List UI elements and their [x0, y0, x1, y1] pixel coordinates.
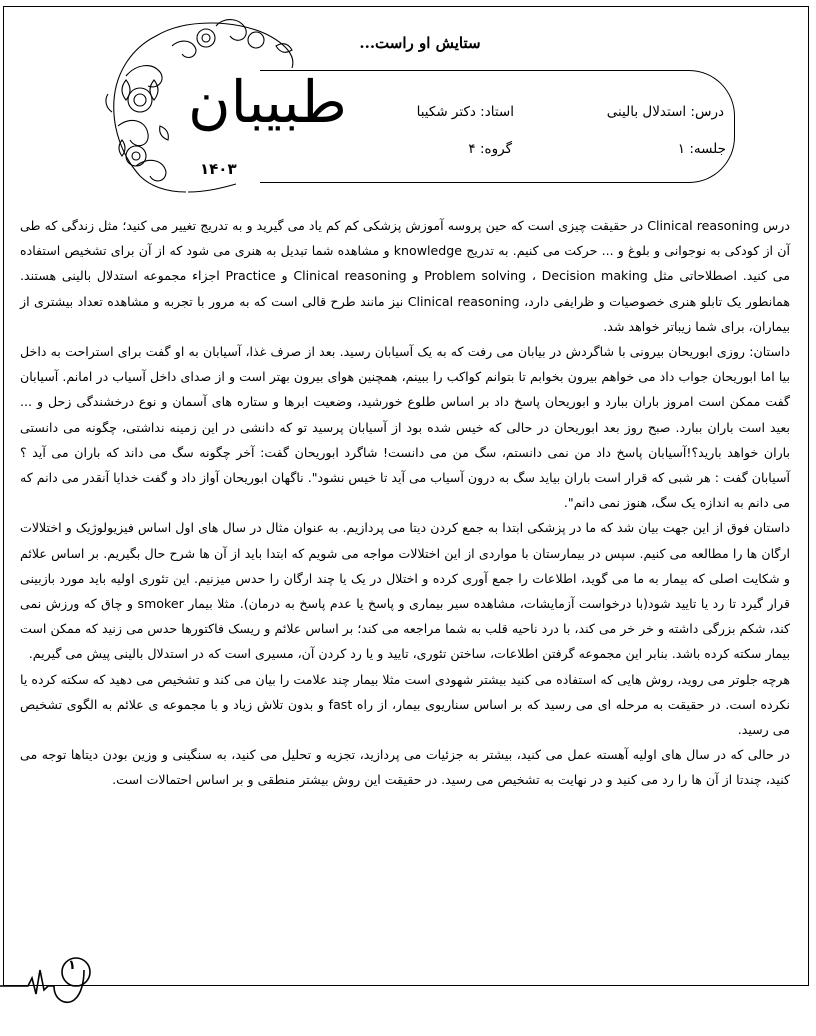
- paragraph-explanation: داستان فوق از این جهت بیان شد که ما در پزشکی ابتدا به جمع کردن دیتا می پردازیم. به عنوان مثال در سال های اول اساس فیزیولوژیک و اختلالات ارگان ها را مطالعه می کنیم. سپس در بیمارستان با مواردی از این اختلالات مواجه می شویم که ابتدا باید از آن ها شرح حال بگیریم. بر اساس علائم و شکایت اصلی که بیمار به ما می گوید، اطلاعات را جمع آوری کرده و اختلال در یک یا چند ارگان را حدس میزنیم. این تئوری اولیه باید مورد بازبینی قرار گیرد تا رد یا تایید شود(با درخواست آزمایشات، مشاهده سیر بیماری و پاسخ یا عدم پاسخ به درمان). مثلا بیمار smoker و چاق که ورزش نمی کند، شکم بزرگی داشته و خر خر می کند، با درد ناحیه قلب به شما مراجعه می کند؛ بر اساس علائم و ریسک فاکتورها حدس می زنید که ممکن است بیمار سکته کرده باشد. بنابر این مجموعه گرفتن اطلاعات، ساختن تئوری، تایید و یا رد کردن آن، مسیری است که در استدلال بالینی پیش می گیریم.: [20, 520, 790, 662]
- paragraph-story: داستان: روزی ابوریحان بیرونی با شاگردش در بیابان می رفت که به یک آسیابان رسید. بعد از صرف غذا، آسیابان به او گفت برای استراحت به داخل بیا اما ابوریحان جواب داد می خواهم بیرون بخوابم تا بتوانم کواکب را ببینم، همچنین هوای بیرون بهتر است و از صدای داخل آسیاب در امانم. آسیابان گفت ممکن است امروز باران ببارد و ابوریحان پاسخ داد بر اساس طلوع خورشید، وضعیت ابرها و ستاره های آسمان و نوع درخشندگی زحل و ... بعید است باران ببارد. صبح روز بعد ابوریحان در حالی که خیس شده بود از آسیابان پرسید تو که دانشی در این زمینه نداشتی، چگونه می دانستی باران خواهد بارید؟!آسیابان پاسخ داد من نمی دانستم، سگ من می دانست! شاگرد ابوریحان گفت: آخر چگونه سگ می داند که باران می آید ؟ آسیابان گفت : هر شبی که قرار است باران بیاید سگ به درون آسیاب می آید تا خیس نشود". ناگهان ابوریحان آواز داد و گفت خدایا آنقدر می دانم که می دانم به اندازه یک سگ، هنوز نمی دانم".: [20, 344, 790, 511]
- paragraph-intuition: هرچه جلوتر می روید، روش هایی که استفاده می کنید بیشتر شهودی است مثلا بیمار چند علامت را بیان می کند و تشخیص می دهید که سکته کرده یا نکرده است. در حقیقت به مرحله ای می رسید که بر اساس سناریوی بیمار، از راه fast و بدون تلاش زیاد و با مجموعه ی علائم به الگوی تشخیص می رسید.: [20, 671, 791, 738]
- group-label: گروه: ۴: [468, 141, 512, 157]
- session-label: جلسه: ۱: [677, 141, 726, 157]
- paragraph-analysis: در حالی که در سال های اولیه آهسته عمل می کنید، بیشتر به جزئیات می پردازید، تجزیه و تحلیل می کنید، به سنگینی و وزین بودن دیتاها توجه می کنید، چندتا از آن ها را رد می کنید و در نهایت به تشخیص می رسید. در حقیقت این روش بیشتر منطقی و بر اساس احتمالات است.: [20, 747, 790, 788]
- logo-year: ۱۴۰۳: [200, 160, 237, 178]
- stethoscope-ecg-icon: [0, 950, 110, 1020]
- page-number: ۱: [68, 958, 76, 973]
- course-label: درس: استدلال بالینی: [606, 104, 724, 120]
- header-motto: ستایش او راست...: [359, 34, 481, 52]
- header-box: [260, 70, 735, 183]
- logo-title: طبیبان: [188, 68, 347, 136]
- teacher-label: استاد: دکتر شکیبا: [416, 104, 514, 120]
- document-body: [20, 213, 790, 793]
- paragraph-intro: درس Clinical reasoning در حقیقت چیزی است که حین پروسه آموزش پزشکی کم کم یاد می گیرید و به تدریج تغییر می کنید؛ مثل زندگی که طی آن از کودکی به نوجوانی و بلوغ و ... حرکت می کنیم. به تدریج knowledge و مشاهده شما تبدیل به هنری می شود که از آن برای تشخیص استفاده می کنید. اصطلاحاتی مثل Problem solving ، Decision making و Clinical reasoning و Practice اجزاء مجموعه استدلال بالینی هستند. همانطور یک تابلو هنری خصوصیات و ظرایفی دارد، Clinical reasoning نیز مانند طرح قالی است که به مرور با تجربه و مشاهده تعداد بیشتری از بیماران، برای شما زیباتر خواهد شد.: [20, 218, 790, 334]
